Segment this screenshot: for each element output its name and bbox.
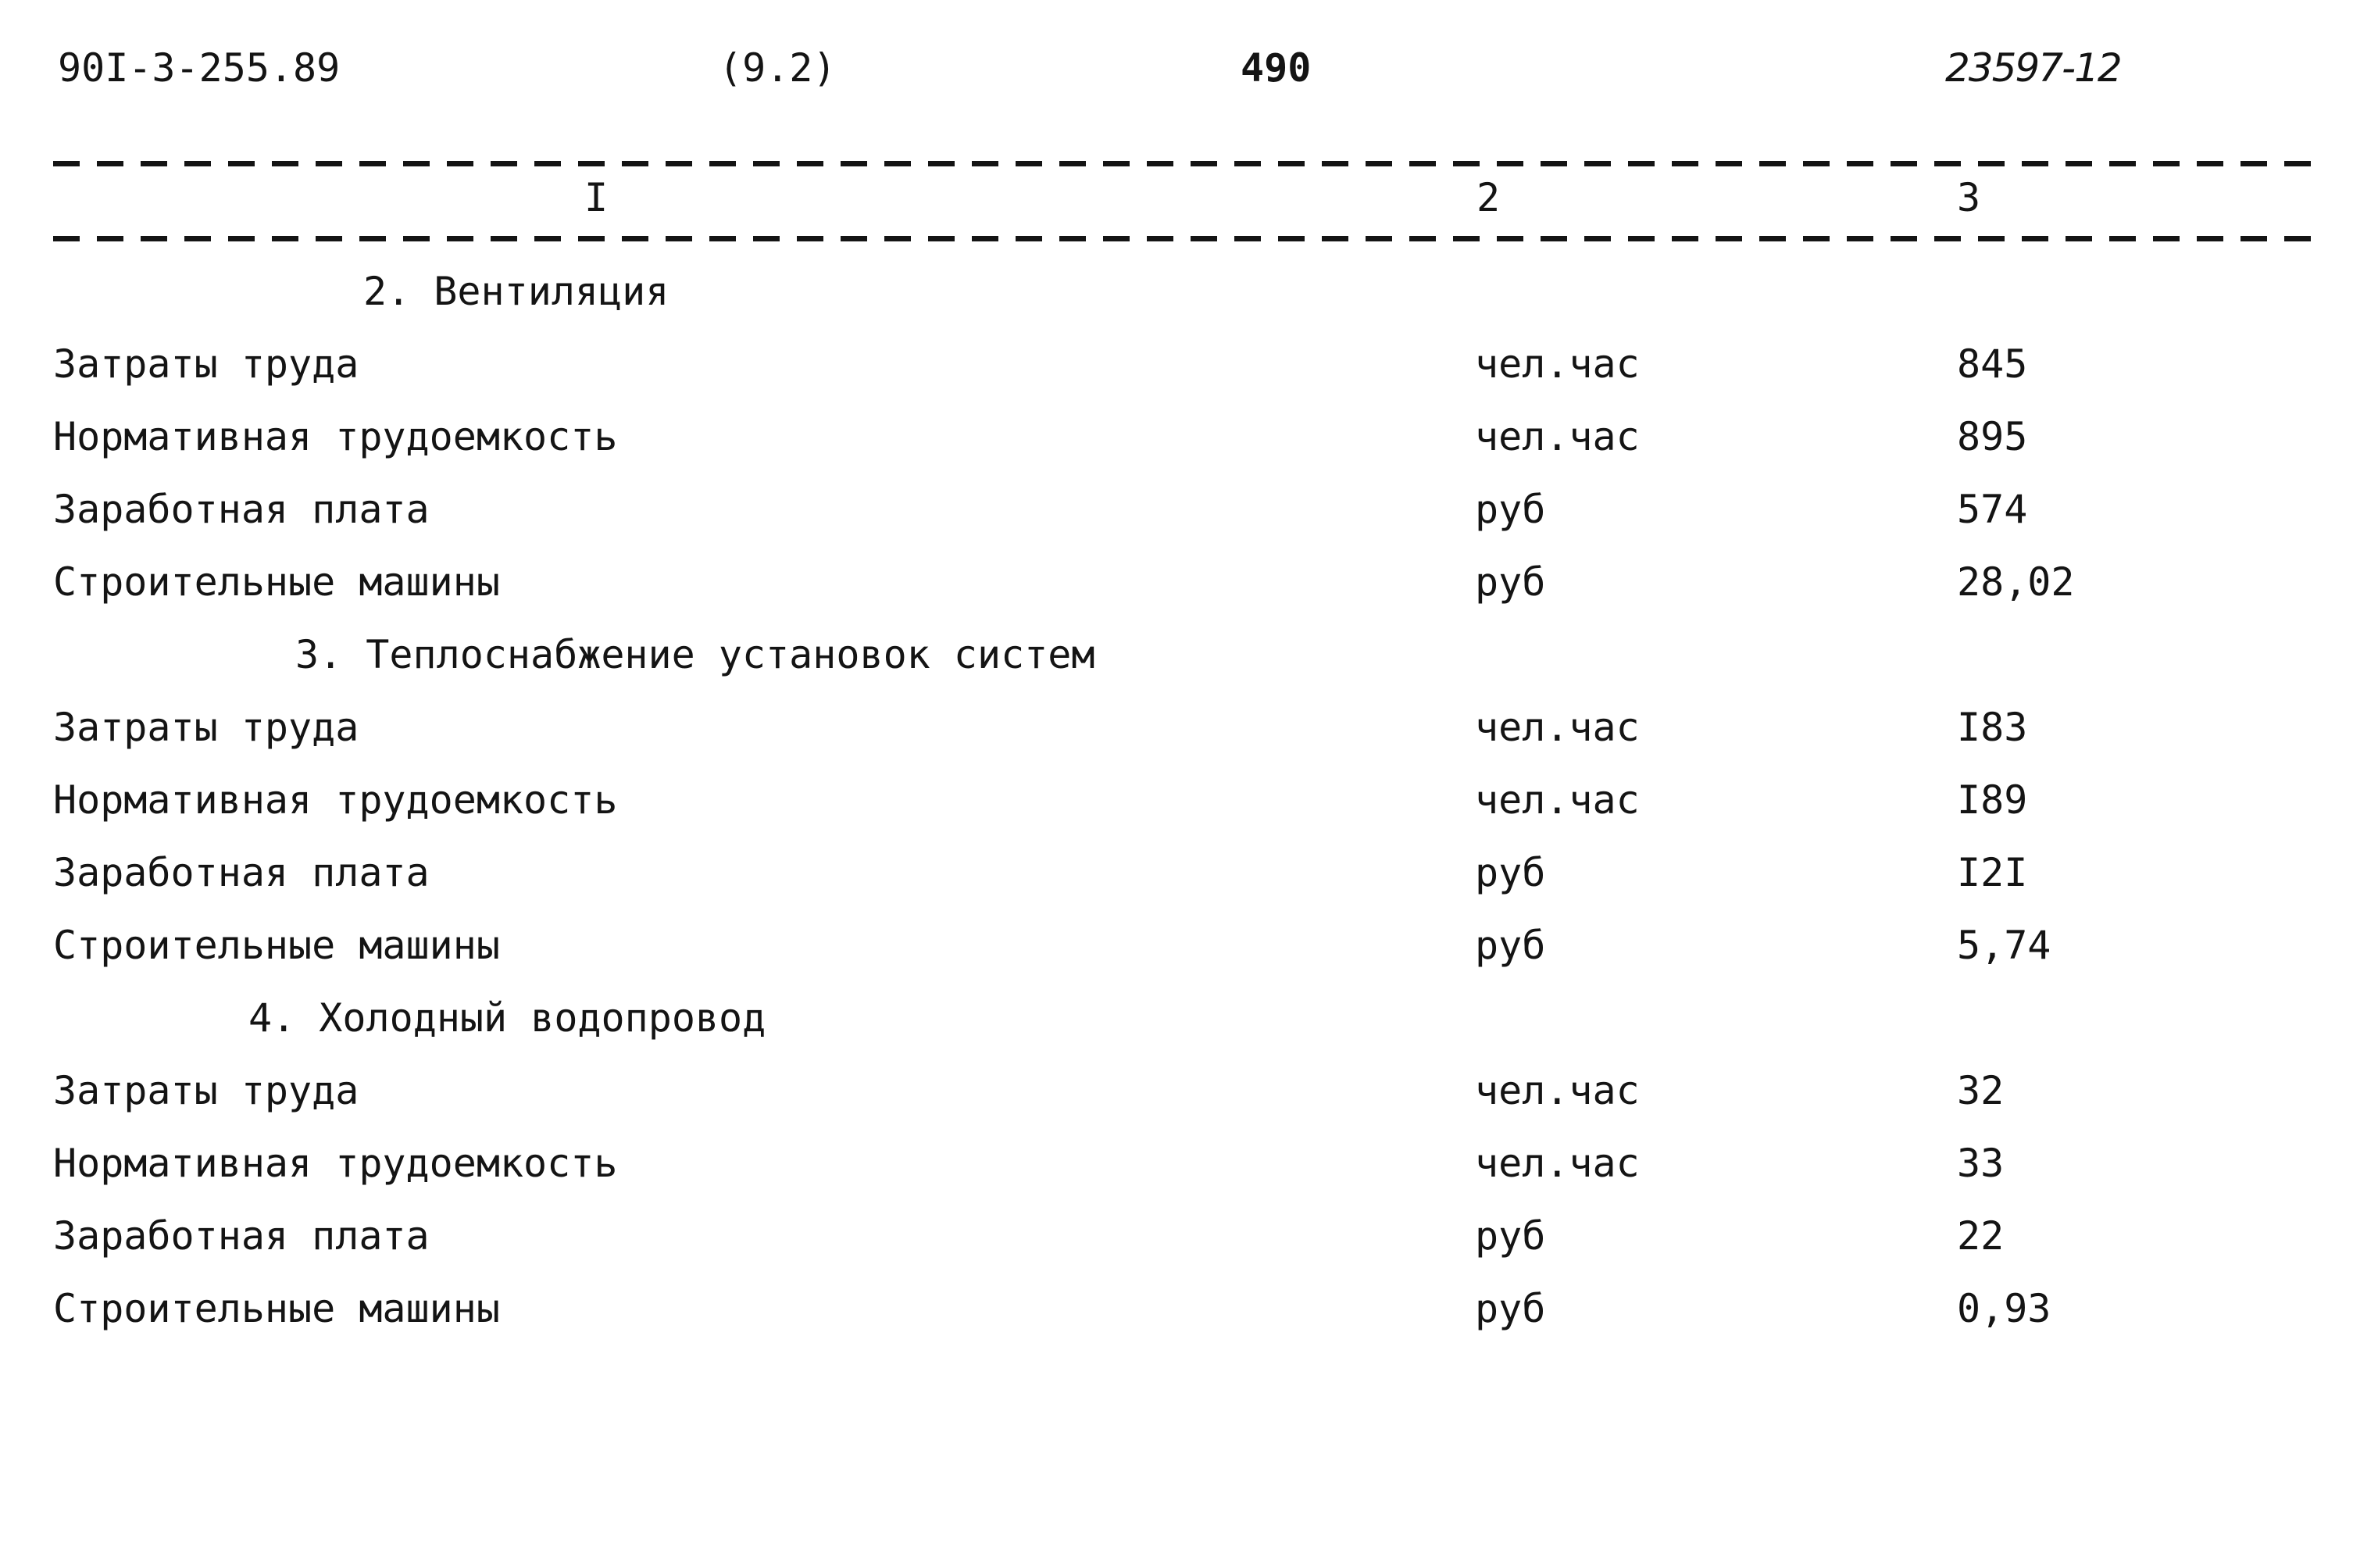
table-header-rule [53,236,2319,241]
sheet-number: 23597-12 [1945,45,2121,91]
table-row [0,333,2353,405]
table-row [0,769,2353,841]
section-title: 2. Вентиляция [363,269,669,314]
section-heading [0,987,2353,1059]
table-body [0,260,2353,1350]
table-row [0,1277,2353,1350]
column-header-2: 2 [1476,175,1501,220]
row-value: I83 [1957,705,2028,750]
row-label: Нормативная трудоемкость [53,1141,618,1186]
row-unit: чел.час [1475,414,1640,459]
section-title: 3. Теплоснабжение установок систем [295,632,1095,677]
row-unit: руб [1475,1213,1546,1259]
table-row [0,405,2353,478]
document-code: 90I-3-255.89 [58,45,341,91]
section-title: 4. Холодный водопровод [248,995,766,1041]
section-heading [0,623,2353,696]
row-value: 22 [1957,1213,2005,1259]
row-label: Затраты труда [53,1068,359,1113]
row-label: Нормативная трудоемкость [53,777,618,823]
table-row [0,1205,2353,1277]
row-value: 33 [1957,1141,2005,1186]
section-number: (9.2) [719,45,837,91]
table-row [0,1059,2353,1132]
table-row [0,914,2353,987]
table-row [0,478,2353,551]
row-label: Строительные машины [53,1286,500,1331]
row-value: 28,02 [1957,559,2075,605]
row-unit: чел.час [1475,705,1640,750]
row-value: 574 [1957,487,2028,532]
row-label: Нормативная трудоемкость [53,414,618,459]
row-unit: чел.час [1475,777,1640,823]
row-label: Строительные машины [53,559,500,605]
row-value: 0,93 [1957,1286,2051,1331]
row-value: 895 [1957,414,2028,459]
row-unit: руб [1475,487,1546,532]
row-label: Затраты труда [53,341,359,387]
row-unit: чел.час [1475,341,1640,387]
row-unit: руб [1475,923,1546,968]
row-unit: руб [1475,1286,1546,1331]
row-label: Заработная плата [53,1213,430,1259]
row-label: Заработная плата [53,487,430,532]
row-unit: чел.час [1475,1141,1640,1186]
table-row [0,841,2353,914]
row-value: 845 [1957,341,2028,387]
table-top-rule [53,161,2319,166]
row-label: Заработная плата [53,850,430,895]
page-number: 490 [1241,45,1312,91]
column-header-1: I [584,175,609,220]
row-unit: руб [1475,850,1546,895]
row-value: 32 [1957,1068,2005,1113]
row-value: 5,74 [1957,923,2051,968]
table-row [0,551,2353,623]
row-label: Строительные машины [53,923,500,968]
row-value: I2I [1957,850,2028,895]
row-label: Затраты труда [53,705,359,750]
section-heading [0,260,2353,333]
table-row [0,1132,2353,1205]
row-value: I89 [1957,777,2028,823]
row-unit: руб [1475,559,1546,605]
table-row [0,696,2353,769]
row-unit: чел.час [1475,1068,1640,1113]
column-header-3: 3 [1957,175,1981,220]
